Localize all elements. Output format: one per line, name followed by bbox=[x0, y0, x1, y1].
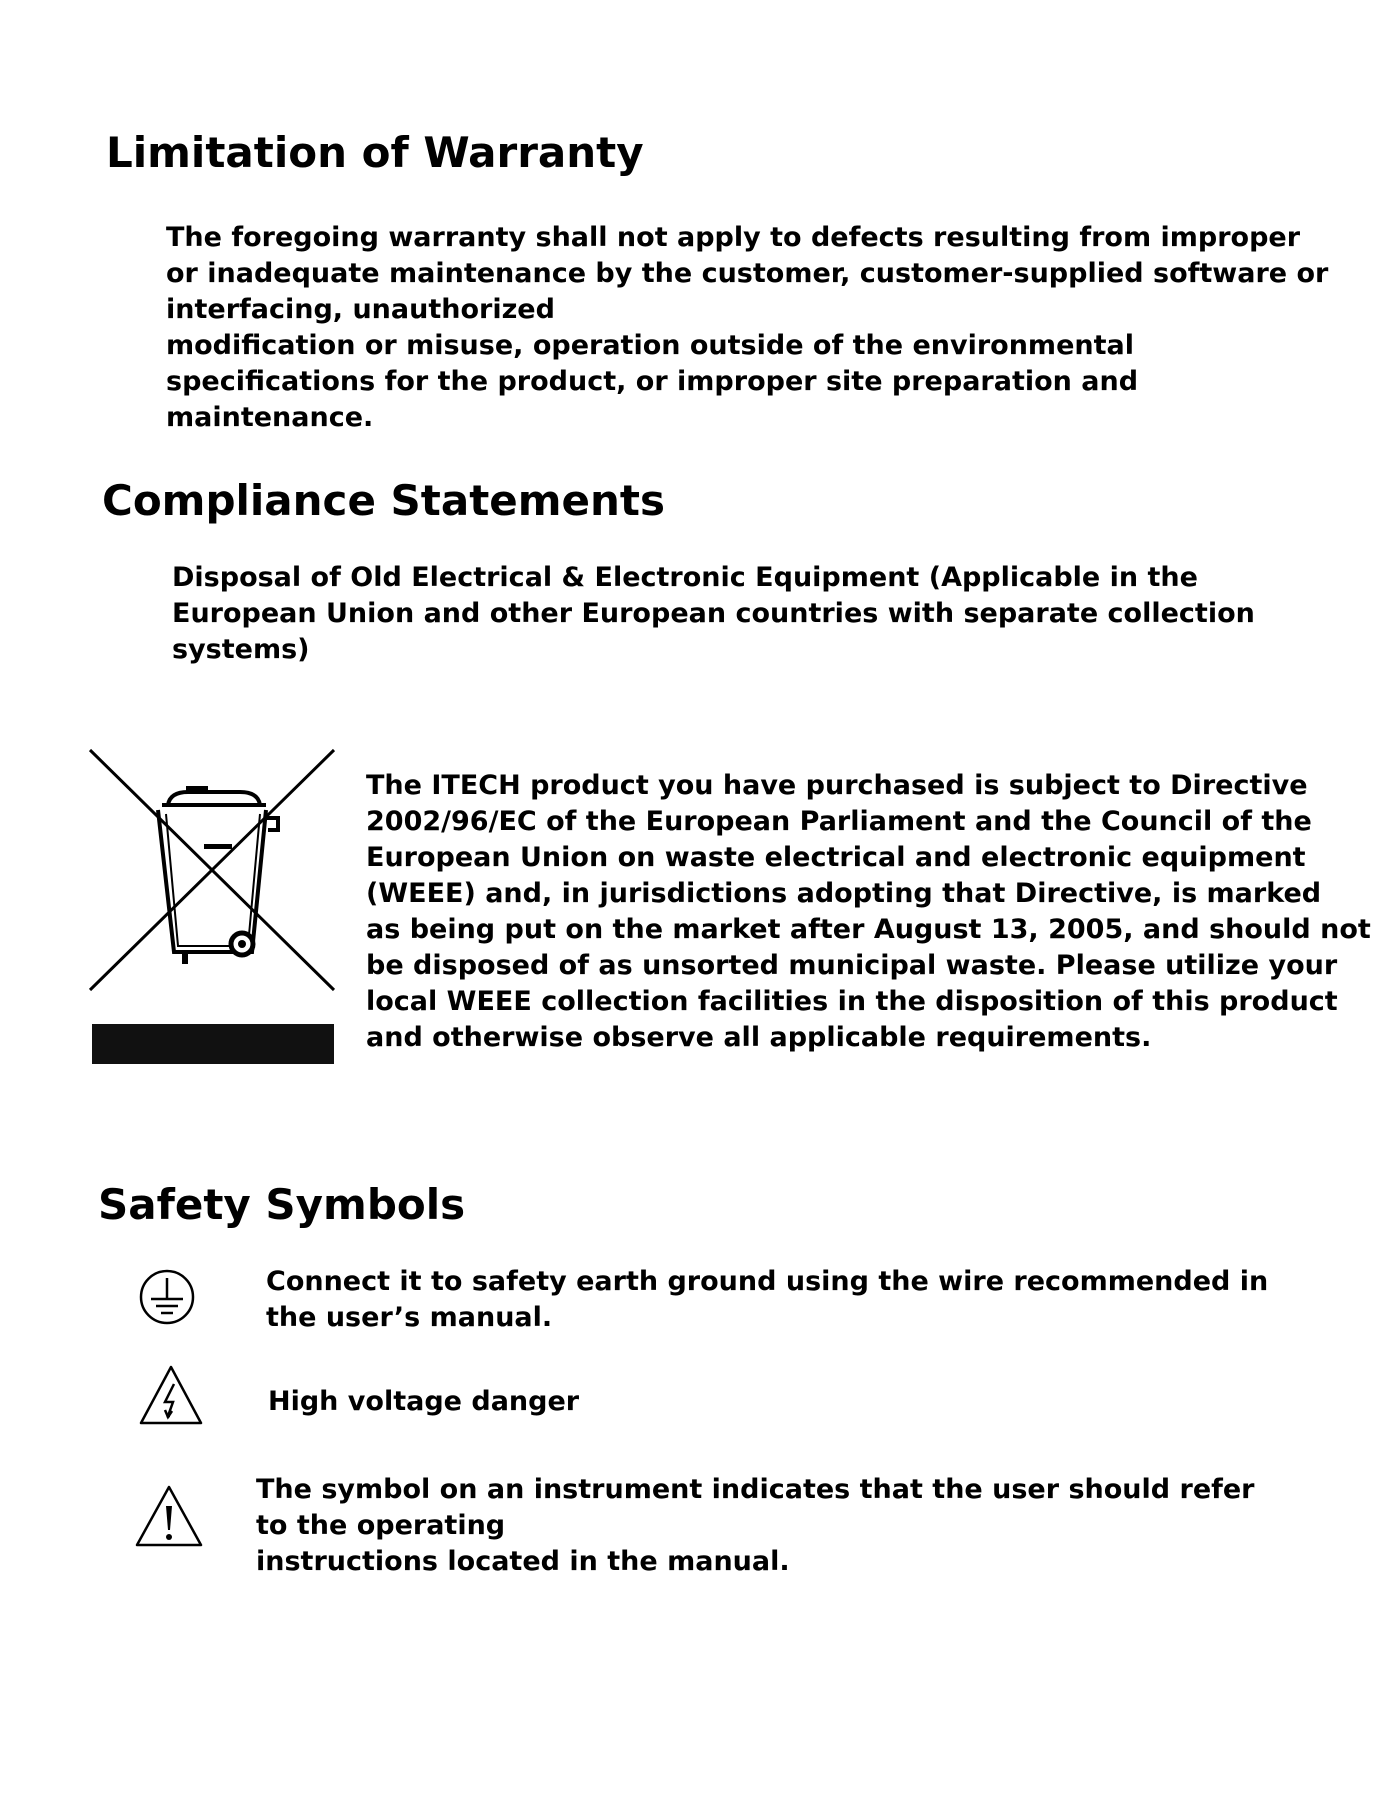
weee-line: local WEEE collection facilities in the disposition of this product bbox=[366, 986, 1338, 1017]
weee-line: be disposed of as unsorted municipal waste. Please utilize your bbox=[366, 950, 1338, 981]
limitation-text bbox=[166, 220, 1328, 436]
limitation-line: interfacing, unauthorized bbox=[166, 294, 555, 325]
crossed-out-wheelie-bin-icon bbox=[88, 748, 338, 1064]
compliance-subheading-line: systems) bbox=[172, 634, 310, 665]
weee-line: as being put on the market after August 13, 2005, and should not bbox=[366, 914, 1371, 945]
high-voltage-line: High voltage danger bbox=[268, 1386, 580, 1417]
limitation-line: specifications for the product, or improper site preparation and bbox=[166, 366, 1139, 397]
caution-icon bbox=[134, 1484, 204, 1548]
limitation-line: modification or misuse, operation outside of the environmental bbox=[166, 330, 1134, 361]
earth-ground-text bbox=[266, 1264, 1268, 1336]
high-voltage-icon bbox=[138, 1364, 204, 1426]
compliance-subheading bbox=[172, 560, 1255, 668]
limitation-heading: Limitation of Warranty bbox=[106, 128, 644, 177]
limitation-line: maintenance. bbox=[166, 402, 374, 433]
caution-line: to the operating bbox=[256, 1510, 506, 1541]
compliance-subheading-line: Disposal of Old Electrical & Electronic Equipment (Applicable in the bbox=[172, 562, 1198, 593]
weee-line: European Union on waste electrical and electronic equipment bbox=[366, 842, 1306, 873]
caution-line: The symbol on an instrument indicates that the user should refer bbox=[256, 1474, 1255, 1505]
safety-heading: Safety Symbols bbox=[98, 1180, 466, 1229]
limitation-line: The foregoing warranty shall not apply to defects resulting from improper bbox=[166, 222, 1301, 253]
weee-line: 2002/96/EC of the European Parliament and the Council of the bbox=[366, 806, 1312, 837]
weee-text bbox=[366, 768, 1371, 1056]
compliance-subheading-line: European Union and other European countries with separate collection bbox=[172, 598, 1255, 629]
high-voltage-text bbox=[268, 1384, 579, 1420]
limitation-line: or inadequate maintenance by the customer, customer-supplied software or bbox=[166, 258, 1329, 289]
earth-ground-icon bbox=[138, 1268, 196, 1326]
weee-line: The ITECH product you have purchased is subject to Directive bbox=[366, 770, 1308, 801]
caution-line: instructions located in the manual. bbox=[256, 1546, 790, 1577]
earth-ground-line: the user’s manual. bbox=[266, 1302, 553, 1333]
caution-text bbox=[256, 1472, 1255, 1580]
weee-line: and otherwise observe all applicable requirements. bbox=[366, 1022, 1152, 1053]
compliance-heading: Compliance Statements bbox=[102, 476, 666, 525]
earth-ground-line: Connect it to safety earth ground using the wire recommended in bbox=[266, 1266, 1269, 1297]
weee-line: (WEEE) and, in jurisdictions adopting that Directive, is marked bbox=[366, 878, 1322, 909]
